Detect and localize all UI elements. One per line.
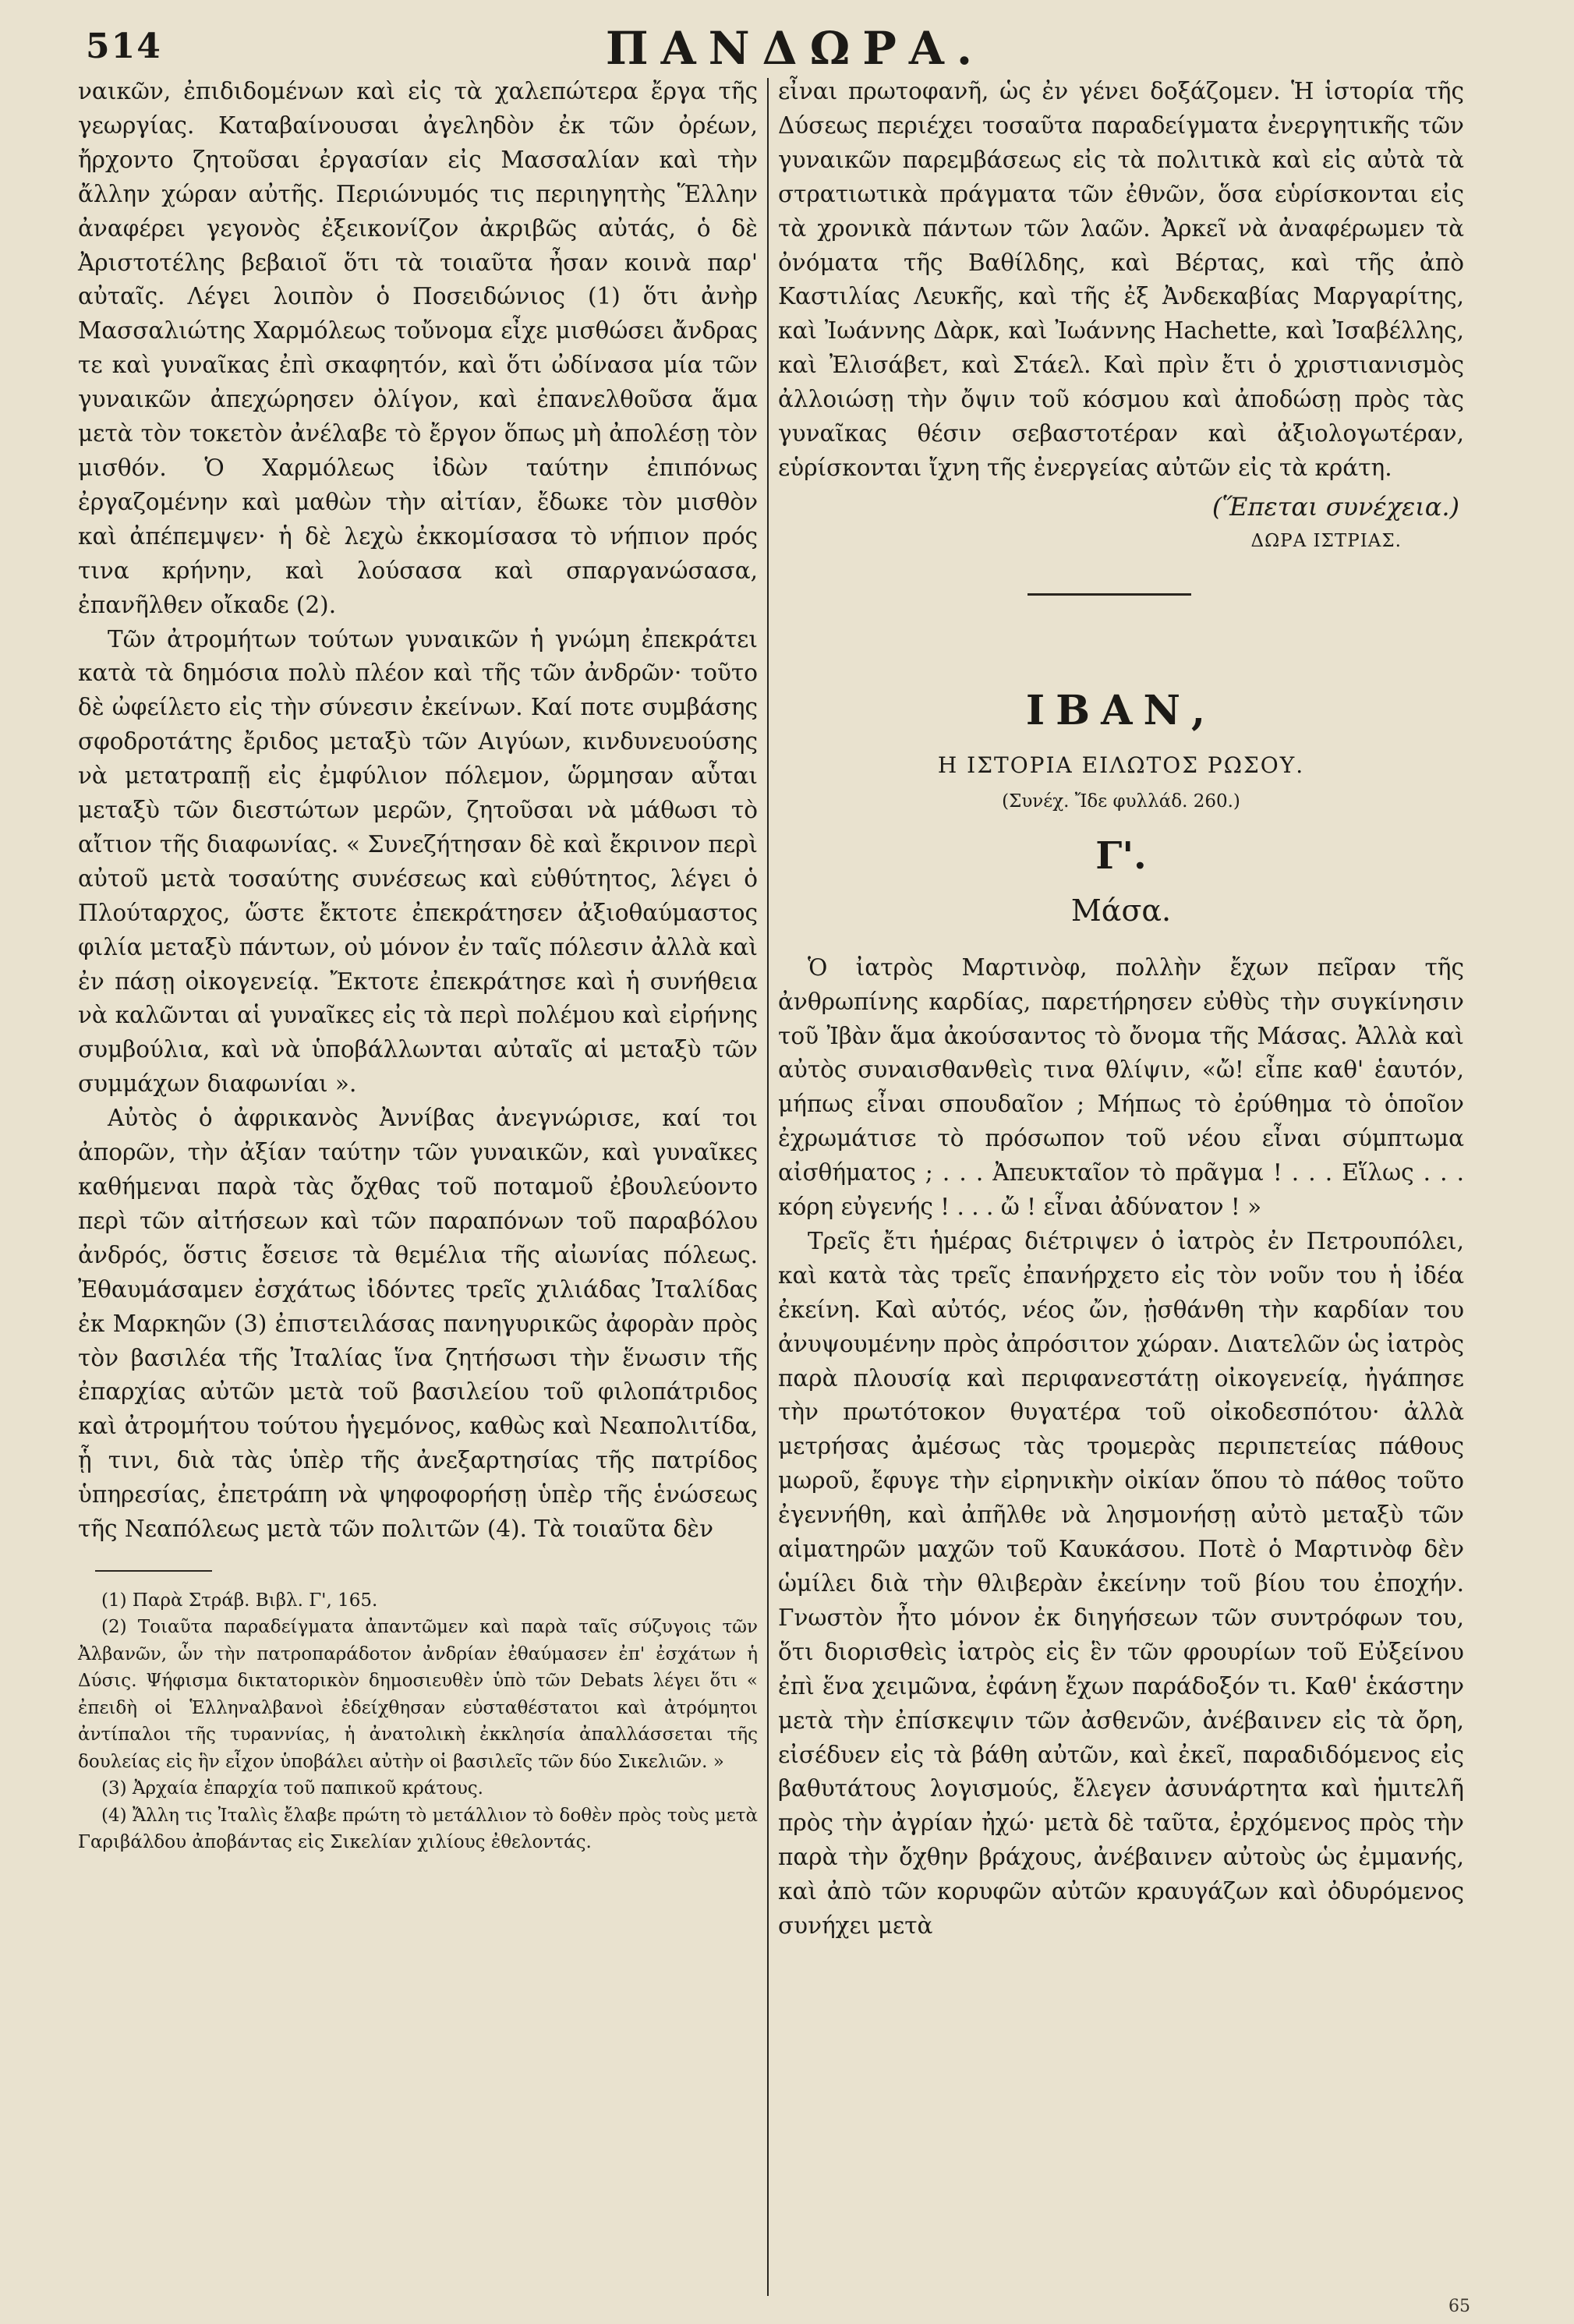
paragraph: ναικῶν, ἐπιδιδομένων καὶ εἰς τὰ χαλεπώτερα ἔργα τῆς γεωργίας. Καταβαίνουσαι ἀγεληδὸν ἐκ τῶν ὀρέων, ἤρχοντο ζητοῦσαι ἐργασίαν εἰς Μασσαλίαν καὶ τὴν ἄλλην χώραν αὐτῆς. Περιώνυμός τις περιηγητὴς Ἕλλην ἀναφέρει γεγονὸς ἐξεικονίζον ἀκριβῶς αὐτάς, ὁ δὲ Ἀριστοτέλης βεβαιοῖ ὅτι τὰ τοιαῦτα ἦσαν κοινὰ παρ' αὐταῖς. Λέγει λοιπὸν ὁ Ποσειδώνιος (1) ὅτι ἀνὴρ Μασσαλιώτης Χαρμόλεως τοὔνομα εἶχε μισθώσει ἄνδρας τε καὶ γυναῖκας ἐπὶ σκαφητόν, καὶ ὅτι ὠδίνασα μία τῶν γυναικῶν ἀπεχώρησεν ὀλίγον, καὶ ἐπανελθοῦσα ἅμα μετὰ τὸν τοκετὸν ἀνέλαβε τὸ ἔργον ὅπως μὴ ἀπολέσῃ τὸν μισθόν. Ὁ Χαρμόλεως ἰδὼν ταύτην ἐπιπόνως ἐργαζομένην καὶ μαθὼν τὴν αἰτίαν, ἔδωκε τὸν μισθὸν καὶ ἀπέπεμψεν· ἡ δὲ λεχὼ ἐκκομίσασα τὸ νήπιον πρός τινα κρήνην, καὶ λούσασα καὶ σπαργανώσασα, ἐπανῆλθεν οἴκαδε (2). — [78, 78, 758, 618]
paragraph: Αὐτὸς ὁ ἀφρικανὸς Ἀννίβας ἀνεγνώρισε, καί τοι ἀπορῶν, τὴν ἀξίαν ταύτην τῶν γυναικῶν, καὶ γυναῖκες καθήμεναι παρὰ τὰς ὄχθας τοῦ ποταμοῦ ἐβουλεύοντο περὶ τῶν αἰτήσεων καὶ τῶν παραπόνων τοῦ παραβόλου ἀνδρός, ὅστις ἔσεισε τὰ θεμέλια τῆς αἰωνίας πόλεως. Ἐθαυμάσαμεν ἐσχάτως ἰδόντες τρεῖς χιλιάδας Ἰταλίδας ἐκ Μαρκηῶν (3) ἐπιστειλάσας πανηγυρικῶς ἀφορὰν πρὸς τὸν βασιλέα τῆς Ἰταλίας ἵνα ζητήσωσι τὴν ἕνωσιν τῆς ἐπαρχίας αὐτῶν μετὰ τοῦ βασιλείου τοῦ φιλοπάτριδος καὶ ἀτρομήτου τούτου ἡγεμόνος, καθὼς καὶ Νεαπολιτίδα, ᾗ τινι, διὰ τὰς ὑπὲρ τῆς ἀνεξαρτησίας τῆς πατρίδος ὑπηρεσίας, ἐπετράπη νὰ ψηφοφορήσῃ ὑπὲρ τῆς ἑνώσεως τῆς Νεαπόλεως μετὰ τῶν πολιτῶν (4). Τὰ τοιαῦτα δὲν — [78, 1105, 758, 1543]
story-title: ΙΒΑΝ, — [1025, 686, 1217, 734]
paragraph: Τῶν ἀτρομήτων τούτων γυναικῶν ἡ γνώμη ἐπεκράτει κατὰ τὰ δημόσια πολὺ πλέον καὶ τῆς τῶν ἀνδρῶν· τοῦτο δὲ ὠφείλετο εἰς τὴν σύνεσιν ἐκείνων. Καί ποτε συμβάσης σφοδροτάτης ἔριδος μεταξὺ τῶν Αιγύων, κινδυνευούσης νὰ μετατραπῇ εἰς ἐμφύλιον πόλεμον, ὥρμησαν αὗται μεταξὺ τῶν διεστώτων μερῶν, ζητοῦσαι νὰ μάθωσι τὸ αἴτιον τῆς διαφωνίας. « Συνεζήτησαν δὲ καὶ ἔκρινον περὶ αὐτοῦ μετὰ τοσαύτης συνέσεως καὶ εὐθύτητος, λέγει ὁ Πλούταρχος, ὥστε ἔκτοτε ἐπεκράτησεν ἀξιοθαύμαστος φιλία μεταξὺ πάντων, οὐ μόνον ἐν ταῖς πόλεσιν ἀλλὰ καὶ ἐν πάσῃ οἰκογενείᾳ. Ἔκτοτε ἐπεκράτησε καὶ ἡ συνήθεια νὰ καλῶνται αἱ γυναῖκες εἰς τὰ περὶ πολέμου καὶ εἰρήνης συμβούλια, καὶ νὰ ὑποβάλλωνται αὐταῖς αἱ μεταξὺ τῶν συμμάχων διαφωνίαι ». — [78, 625, 758, 1098]
section-separator — [1028, 593, 1191, 596]
footnote: (4) Ἄλλη τις Ἰταλὶς ἔλαβε πρώτη τὸ μετάλλιον τὸ δοθὲν πρὸς τοὺς μετὰ Γαριβάλδου ἀποβάντας εἰς Σικελίαν χιλίους ἐθελοντάς. — [78, 1805, 758, 1853]
footnotes — [78, 1587, 758, 1856]
paragraph: Ὁ ἰατρὸς Μαρτινὸφ, πολλὴν ἔχων πεῖραν τῆς ἀνθρωπίνης καρδίας, παρετήρησεν εὐθὺς τὴν συγκίνησιν τοῦ Ἰβὰν ἅμα ἀκούσαντος τὸ ὄνομα τῆς Μάσας. Ἀλλὰ καὶ αὐτὸς συναισθανθεὶς τινα θλίψιν, «ὤ! εἶπε καθ' ἑαυτόν, μήπως εἶναι σπουδαῖον ; Μήπως τὸ ἐρύθημα τὸ ὁποῖον ἐχρωμάτισε τὸ πρόσωπον τοῦ νέου εἶναι σύμπτωμα αἰσθήματος ; . . . Ἀπευκταῖον τὸ πρᾶγμα ! . . . Εἵλως . . . κόρη εὐγενής ! . . . ὤ ! εἶναι ἀδύνατον ! » — [778, 953, 1464, 1221]
paragraph: Τρεῖς ἔτι ἡμέρας διέτριψεν ὁ ἰατρὸς ἐν Πετρουπόλει, καὶ κατὰ τὰς τρεῖς ἐπανήρχετο εἰς τὸν νοῦν του ἡ ἰδέα ἐκείνη. Καὶ αὐτός, νέος ὤν, ᾐσθάνθη τὴν καρδίαν του ἀνυψουμένην πρὸς ἀπρόσιτον χώραν. Διατελῶν ὡς ἰατρὸς παρὰ πλουσίᾳ καὶ περιφανεστάτῃ οἰκογενείᾳ, ἠγάπησε τὴν πρωτότοκον θυγατέρα τοῦ οἰκοδεσπότου· ἀλλὰ μετρήσας ἀμέσως τὰς τρομερὰς περιπετείας πάθους μωροῦ, ἔφυγε τὴν εἰρηνικὴν οἰκίαν ὅπου τὸ πάθος τοῦτο ἐγεννήθη, καὶ ἀπῆλθε νὰ λησμονήσῃ αὐτὸ μεταξὺ τῶν αἱματηρῶν μαχῶν τοῦ Καυκάσου. Ποτὲ ὁ Μαρτινὸφ δὲν ὡμίλει διὰ τὴν θλιβερὰν ἐκείνην τοῦ βίου του ἐποχήν. Γνωστὸν ἦτο μόνον ἐκ διηγήσεων τῶν συντρόφων του, ὅτι διορισθεὶς ἰατρὸς εἰς ἓν τῶν φρουρίων τοῦ Εὐξείνου ἐπὶ ἕνα χειμῶνα, ἐφάνη ἔχων παράδοξόν τι. Καθ' ἑκάστην μετὰ τὴν ἐπίσκεψιν τῶν ἀσθενῶν, ἀνέβαινεν εἰς τὰ ὄρη, εἰσέδυεν εἰς τὰ βάθη αὐτῶν, καὶ ἐκεῖ, παραδιδόμενος εἰς βαθυτάτους λογισμούς, ἔλεγεν ἀσυνάρτητα καὶ ἡμιτελῆ πρὸς τὴν ἀγρίαν ἠχώ· μετὰ δὲ ταῦτα, ἐρχόμενος πρὸς τὴν παρὰ τὴν ὄχθην βράχους, ἀνέβαινεν αὐτοὺς ὡς ἐμμανής, καὶ ἀπὸ τῶν κορυφῶν αὐτῶν κραυγάζων καὶ ὀδυρόμενος συνήχει μετὰ — [778, 1227, 1464, 1940]
journal-title: ΠΑΝΔΩΡΑ. — [605, 22, 985, 75]
paragraph: εἶναι πρωτοφανῆ, ὡς ἐν γένει δοξάζομεν. Ἡ ἱστορία τῆς Δύσεως περιέχει τοσαῦτα παραδείγματα ἐνεργητικῆς τῶν γυναικῶν παρεμβάσεως εἰς τὰ πολιτικὰ καὶ εἰς αὐτὰ τὰ στρατιωτικὰ πράγματα τῶν ἐθνῶν, ὅσα εὑρίσκονται εἰς τὰ χρονικὰ πάντων τῶν λαῶν. Ἀρκεῖ νὰ ἀναφέρωμεν τὰ ὀνόματα τῆς Βαθίλδης, καὶ Βέρτας, καὶ τῆς ἀπὸ Καστιλίας Λευκῆς, καὶ τῆς ἐξ Ἀνδεκαβίας Μαργαρίτης, καὶ Ἰωάννης Δὰρκ, καὶ Ἰωάννης Hachette, καὶ Ἰσαβέλλης, καὶ Ἐλισάβετ, καὶ Στάελ. Καὶ πρὶν ἔτι ὁ χριστιανισμὸς ἀλλοιώσῃ τὴν ὄψιν τοῦ κόσμου καὶ ἀποδώσῃ πρὸς τὰς γυναῖκας θέσιν σεβαστοτέραν καὶ ἀξιολογωτέραν, εὑρίσκονται ἴχνη τῆς ἐνεργείας αὐτῶν εἰς τὰ κράτη. — [778, 78, 1464, 481]
footnote: (1) Παρὰ Στράβ. Βιβλ. Γ', 165. — [101, 1590, 378, 1611]
chapter-number: Γ'. — [1095, 833, 1147, 878]
right-column — [778, 75, 1464, 1944]
story-subtitle: Η ΙΣΤΟΡΙΑ ΕΙΛΩΤΟΣ ΡΩΣΟΥ. — [937, 752, 1305, 778]
continuation-note: (Συνέχ. Ἴδε φυλλάδ. 260.) — [1002, 791, 1240, 812]
article-author: ΔΩΡΑ ΙΣΤΡΙΑΣ. — [1250, 530, 1402, 551]
signature-mark: 65 — [1448, 2297, 1470, 2316]
left-column — [78, 75, 758, 1856]
footnote: (2) Τοιαῦτα παραδείγματα ἀπαντῶμεν καὶ παρὰ ταῖς σύζυγοις τῶν Ἀλβανῶν, ὧν τὴν πατροπαράδοτον ἀνδρίαν ἐθαύμασεν ἐπ' ἐσχάτων ἡ Δύσις. Ψήφισμα δικτατορικὸν δημοσιευθὲν ὑπὸ τῶν Debats λέγει ὅτι « ἐπειδὴ οἱ Ἑλληναλβανοὶ ἐδείχθησαν εὐσταθέστατοι καὶ ἀτρόμητοι ἀντίπαλοι τῆς τυραννίας, ἡ ἀνατολικὴ ἐκκλησία ἀπαλλάσσεται τῆς δουλείας εἰς ἣν εἶχον ὑποβάλει αὐτὴν οἱ βασιλεῖς τῶν δύο Σικελιῶν. » — [78, 1617, 758, 1772]
column-divider — [767, 78, 769, 2296]
page-number: 514 — [86, 27, 162, 66]
to-be-continued: (Ἕπεται συνέχεια.) — [1211, 491, 1459, 522]
chapter-title: Μάσα. — [1070, 893, 1172, 928]
footnote-rule — [95, 1570, 212, 1572]
footnote: (3) Ἀρχαία ἐπαρχία τοῦ παπικοῦ κράτους. — [101, 1778, 483, 1799]
